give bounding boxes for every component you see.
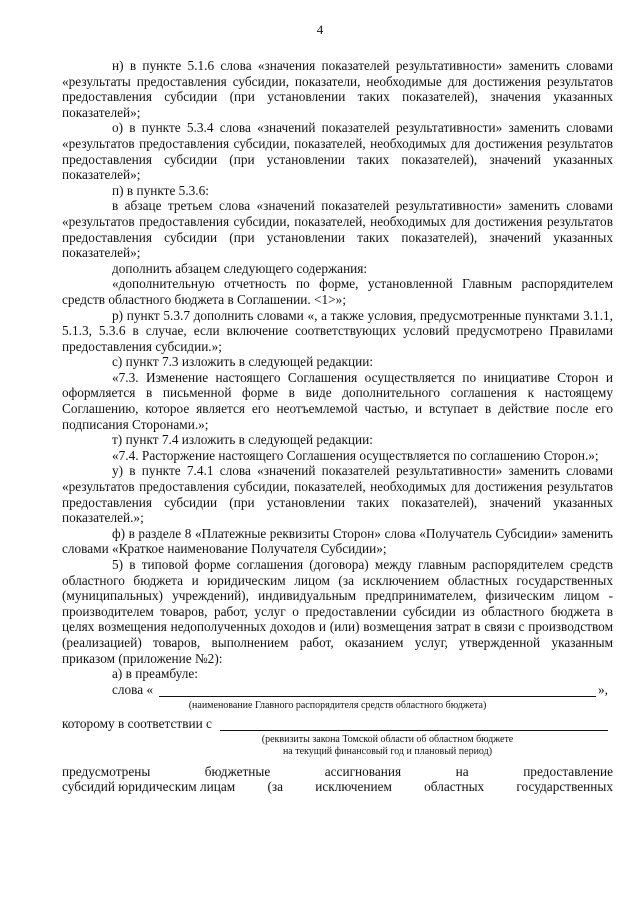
word: предоставление: [523, 763, 613, 779]
word: предусмотрены: [62, 763, 151, 779]
fill-line: [220, 730, 608, 731]
text-line-2: [62, 779, 613, 795]
word: бюджетные: [204, 763, 271, 779]
fill-line: [159, 696, 596, 697]
paragraph: «дополнительную отчетность по форме, установленной Главным распорядителем средств областного бюджета в Соглашении. <1>»;: [62, 276, 613, 307]
caption-main-distributor: (наименование Главного распорядителя средств областного бюджета): [188, 699, 487, 711]
paragraph: «7.3. Изменение настоящего Соглашения осуществляется по инициативе Сторон и оформляется в письменной форме в виде дополнительного соглашения к настоящему Соглашению, которое является его неотъемлемой частью, и вступает в действие после его подписания Сторонами.»;: [62, 369, 613, 432]
paragraph: п) в пункте 5.3.6:: [112, 182, 209, 198]
paragraph: у) в пункте 7.4.1 слова «значений показателей результативности» заменить словами «результатов предоставления субсидии, показателей, необходимых для достижения результатов предоставления субсидии (при установлении таких показателей), значений указанных показателей.»;: [62, 463, 613, 526]
paragraph: н) в пункте 5.1.6 слова «значения показателей результативности» заменить словами «результаты предоставления субсидии, показатели, необходимые для достижения результатов предоставления субсидии (при установлении таких показателей), значения указанных показателей»;: [62, 58, 613, 120]
word: государственных: [516, 779, 613, 795]
word: областных: [424, 779, 485, 795]
text-line-1: [62, 764, 613, 780]
paragraph: т) пункт 7.4 изложить в следующей редакции:: [112, 432, 373, 448]
caption-law-line1: (реквизиты закона Томской области об областном бюджете: [261, 733, 514, 745]
document-body: [62, 58, 613, 795]
paragraph: в абзаце третьем слова «значений показателей результативности» заменить словами «результатов предоставления субсидии, показателей, необходимых для достижения результатов предоставления субсидии (при установлении таких показателей), значений указанных показателей»;: [62, 198, 613, 261]
paragraph: а) в преамбуле:: [112, 666, 198, 682]
paragraph: р) пункт 5.3.7 дополнить словами «, а также условия, предусмотренные пунктами 3.1.1, 5.1.3, 5.3.6 в случае, если включение соответствующих условий предусмотрено Правилами предоставления субсидии.»;: [62, 307, 613, 354]
blank-end: »,: [598, 681, 608, 697]
paragraph: о) в пункте 5.3.4 слова «значений показателей результативности» заменить словами «результатов предоставления субсидии, показателей, необходимых для достижения результатов предоставления субсидии (при установлении таких показателей), значений указанных показателей»;: [62, 120, 613, 183]
blank-label: которому в соответствии с: [62, 715, 212, 731]
blank-field-words: [62, 682, 613, 700]
paragraph: ф) в разделе 8 «Платежные реквизиты Сторон» слова «Получатель Субсидии» заменить словами «Краткое наименование Получателя Субсидии»;: [62, 525, 613, 557]
word: исключением: [315, 779, 392, 795]
blank-field-law: [62, 716, 613, 734]
paragraph: «7.4. Расторжение настоящего Соглашения осуществляется по соглашению Сторон.»;: [112, 447, 599, 463]
caption-law-line2: на текущий финансовый год и плановый период): [282, 745, 493, 757]
word: (за: [267, 779, 284, 795]
word: ассигнования: [324, 763, 402, 779]
paragraph: дополнить абзацем следующего содержания:: [112, 260, 368, 276]
paragraph: 5) в типовой форме соглашения (договора) между главным распорядителем средств областного бюджета и юридическим лицом (за исключением областных государственных (муниципальных) учреждений), индивидуальным предпринимателем, физическим лицом - производителем товаров, работ, услуг о предоставлении субсидии из областного бюджета в целях возмещения недополученных доходов и (или) возмещения затрат в связи с производством (реализацией) товаров, выполнением работ, оказанием услуг, утвержденной указанным приказом (приложение №2):: [62, 557, 613, 666]
blank-label: слова «: [112, 681, 154, 697]
paragraph-list: [62, 58, 613, 682]
paragraph: с) пункт 7.3 изложить в следующей редакции:: [112, 354, 374, 370]
page-number: 4: [316, 22, 324, 37]
word: субсидий юридическим лицам: [62, 779, 236, 795]
word: на: [455, 763, 469, 779]
